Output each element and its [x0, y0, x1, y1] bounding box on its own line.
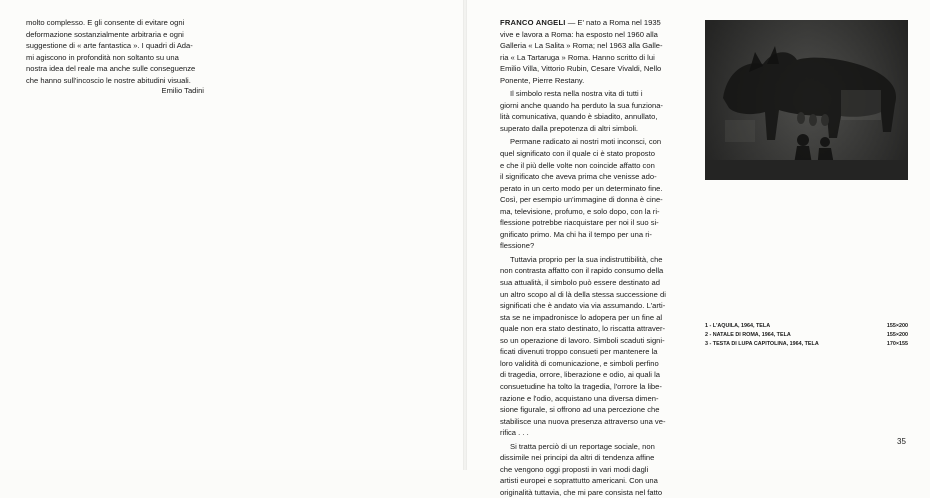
text-line: nostra idea del reale ma anche sulle conseguenze [26, 64, 196, 74]
text-line: Galleria « La Salita » Roma; nel 1963 alla Galle- [500, 41, 663, 51]
text-line: e che il più delle volte non coincide affatto con [500, 160, 655, 170]
caption-size: 155×200 [886, 332, 908, 338]
text-line: un altro scopo al di là della stessa successione di [500, 289, 666, 299]
text-line: consuetudine ha tolto la tragedia, l'orrore la libe- [500, 381, 662, 391]
text-line: flessione? [500, 241, 535, 251]
text-line: molto complesso. E gli consente di evitare ogni [26, 18, 185, 27]
paragraph [500, 441, 684, 498]
text-line: Tuttavia proprio per la sua indistruttibilità, che [510, 254, 663, 264]
page-number: 35 [897, 437, 906, 446]
text-line: Permane radicato ai nostri moti inconsci, con [510, 137, 662, 147]
text-line: vive e lavora a Roma: ha esposto nel 1960 alla [500, 29, 658, 39]
text-line: sta se ne impadronisce lo adopera per un fine al [500, 312, 663, 322]
author-signature: Emilio Tadini [161, 86, 204, 95]
text-line: loro validità di comunicazione, e simboli perfino [500, 358, 659, 368]
right-page-column [500, 17, 684, 498]
text-line: il significato che aveva prima che venisse ado- [500, 172, 657, 182]
paragraph [500, 136, 684, 251]
artwork-captions [705, 322, 908, 349]
text-line: che vengono oggi proposti in vari modi dagli [500, 464, 649, 474]
caption-size: 155×200 [886, 323, 908, 329]
text-line: perato in un certo modo per un determinato fine. [500, 183, 663, 193]
caption-title: 2 - NATALE DI ROMA, 1964, TELA [705, 332, 791, 338]
caption-row [705, 331, 908, 340]
text-line: originalità tuttavia, che mi pare consista nel fatto [500, 487, 663, 497]
left-page-column [26, 17, 207, 86]
caption-row [705, 340, 908, 349]
caption-row [705, 322, 908, 331]
text-line: deformazione sostanzialmente arbitraria e ogni [26, 29, 184, 39]
text-line: rifica . . . [500, 428, 529, 438]
text-line: gnificato primo. Ma chi ha il tempo per una ri- [500, 229, 652, 239]
text-line: ria « La Tartaruga » Roma. Hanno scritto di lui [500, 52, 655, 62]
text-line: ficati divenuti troppo consueti per mantenere la [500, 347, 658, 357]
text-line: Ponente, Pierre Restany. [500, 75, 585, 85]
text-line: stabilisce una nuova presenza attraverso una ve- [500, 416, 666, 426]
text-line: so un operazione di lavoro. Simboli scaduti signi- [500, 335, 665, 345]
caption-size: 170×155 [886, 341, 908, 347]
text-line: Così, per esempio un'immagine di donna è cine- [500, 195, 663, 205]
paragraph [500, 254, 684, 439]
text-line: artisti europei e soprattutto americani. Con una [500, 476, 658, 486]
text-line: sua attualità, il simbolo può essere destinato ad [500, 278, 660, 288]
text-line: quel significato con il quale ci è stato proposto [500, 149, 655, 159]
text-line: quale non era stato destinato, lo riscatta attraver- [500, 324, 666, 334]
text-line: flessione potrebbe riacquistare per noi il suo si- [500, 218, 659, 228]
text-line: dissimile nei principi da altri di tendenza affine [500, 453, 655, 463]
paragraph-bio [500, 17, 684, 86]
text-line: non contrasta affatto con il rapido consumo della [500, 266, 664, 276]
paragraph [500, 88, 684, 134]
text-line: lità comunicativa, quando è sbiadito, annullato, [500, 112, 658, 122]
text-line: ma, televisione, profumo, e solo dopo, con la ri- [500, 206, 660, 216]
text-line: Emilio Villa, Vittorio Rubin, Cesare Vivaldi, Nello [500, 64, 662, 74]
text-line: Si tratta perciò di un reportage sociale, non [510, 441, 655, 451]
caption-title: 1 - L'AQUILA, 1964, TELA [705, 323, 771, 329]
caption-title: 3 - TESTA DI LUPA CAPITOLINA, 1964, TELA [705, 341, 819, 347]
text-line: razione e l'odio, acquistano una diversa dimen- [500, 393, 659, 403]
text-line: di tragedia, orrore, liberazione e odio, ai quali la [500, 370, 660, 380]
text-line: mi agiscono in profondità non soltanto su una [26, 52, 179, 62]
text-line: FRANCO ANGELI — E' nato a Roma nel 1935 [500, 18, 661, 27]
artist-name: FRANCO ANGELI [500, 18, 566, 27]
text-line: significati che è andato via via assumando. L'arti- [500, 301, 666, 311]
text-line: Il simbolo resta nella nostra vita di tutti i [510, 89, 643, 99]
text-line: suggestione di « arte fantastica ». I quadri di Ada- [26, 41, 193, 51]
book-gutter [463, 0, 467, 470]
text-line: giorni anche quando ha perduto la sua funziona- [500, 100, 663, 110]
text-line: superato dalla prepotenza di altri simboli. [500, 123, 639, 133]
text-line: che hanno sull'incoscio le nostre abitudini visuali. [26, 75, 191, 85]
artwork-image [705, 20, 908, 180]
text-line: sione figurale, si offrono ad una percezione che [500, 405, 660, 415]
